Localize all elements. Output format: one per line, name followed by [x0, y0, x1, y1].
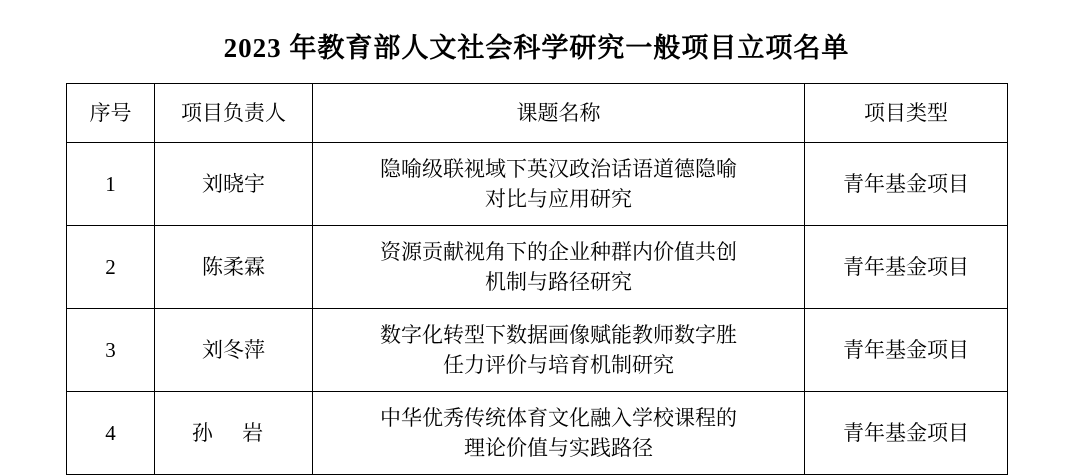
column-header-topic: 课题名称 — [313, 84, 805, 143]
table-header-row — [67, 84, 1008, 143]
cell-type: 青年基金项目 — [805, 309, 1008, 392]
cell-owner: 刘冬萍 — [155, 309, 313, 392]
table-row — [67, 226, 1008, 309]
table-row — [67, 143, 1008, 226]
table-row — [67, 392, 1008, 475]
cell-topic — [313, 143, 805, 226]
column-header-owner: 项目负责人 — [155, 84, 313, 143]
page-title: 2023 年教育部人文社会科学研究一般项目立项名单 — [223, 33, 850, 63]
cell-topic — [313, 309, 805, 392]
cell-topic — [313, 226, 805, 309]
column-header-type: 项目类型 — [805, 84, 1008, 143]
topic-line: 理论价值与实践路径 — [464, 436, 653, 460]
cell-owner: 刘晓宇 — [155, 143, 313, 226]
topic-line: 机制与路径研究 — [485, 270, 632, 294]
cell-owner: 孙 岩 — [155, 392, 313, 475]
topic-line: 中华优秀传统体育文化融入学校课程的 — [380, 405, 737, 430]
topic-line: 数字化转型下数据画像赋能教师数字胜 — [380, 322, 737, 347]
cell-owner: 陈柔霖 — [155, 226, 313, 309]
cell-seq: 3 — [67, 309, 155, 392]
cell-seq: 2 — [67, 226, 155, 309]
column-header-seq: 序号 — [67, 84, 155, 143]
project-listing-table — [66, 83, 1008, 475]
table-header — [67, 84, 1008, 143]
cell-type: 青年基金项目 — [805, 226, 1008, 309]
cell-type: 青年基金项目 — [805, 392, 1008, 475]
table-row — [67, 309, 1008, 392]
topic-line: 资源贡献视角下的企业种群内价值共创 — [380, 239, 737, 264]
cell-type: 青年基金项目 — [805, 143, 1008, 226]
table-container — [0, 83, 1073, 475]
topic-line: 任力评价与培育机制研究 — [443, 353, 674, 377]
topic-line: 隐喻级联视域下英汉政治话语道德隐喻 — [380, 156, 737, 181]
cell-seq: 1 — [67, 143, 155, 226]
table-body — [67, 143, 1008, 475]
cell-topic — [313, 392, 805, 475]
cell-seq: 4 — [67, 392, 155, 475]
topic-line: 对比与应用研究 — [485, 187, 632, 211]
